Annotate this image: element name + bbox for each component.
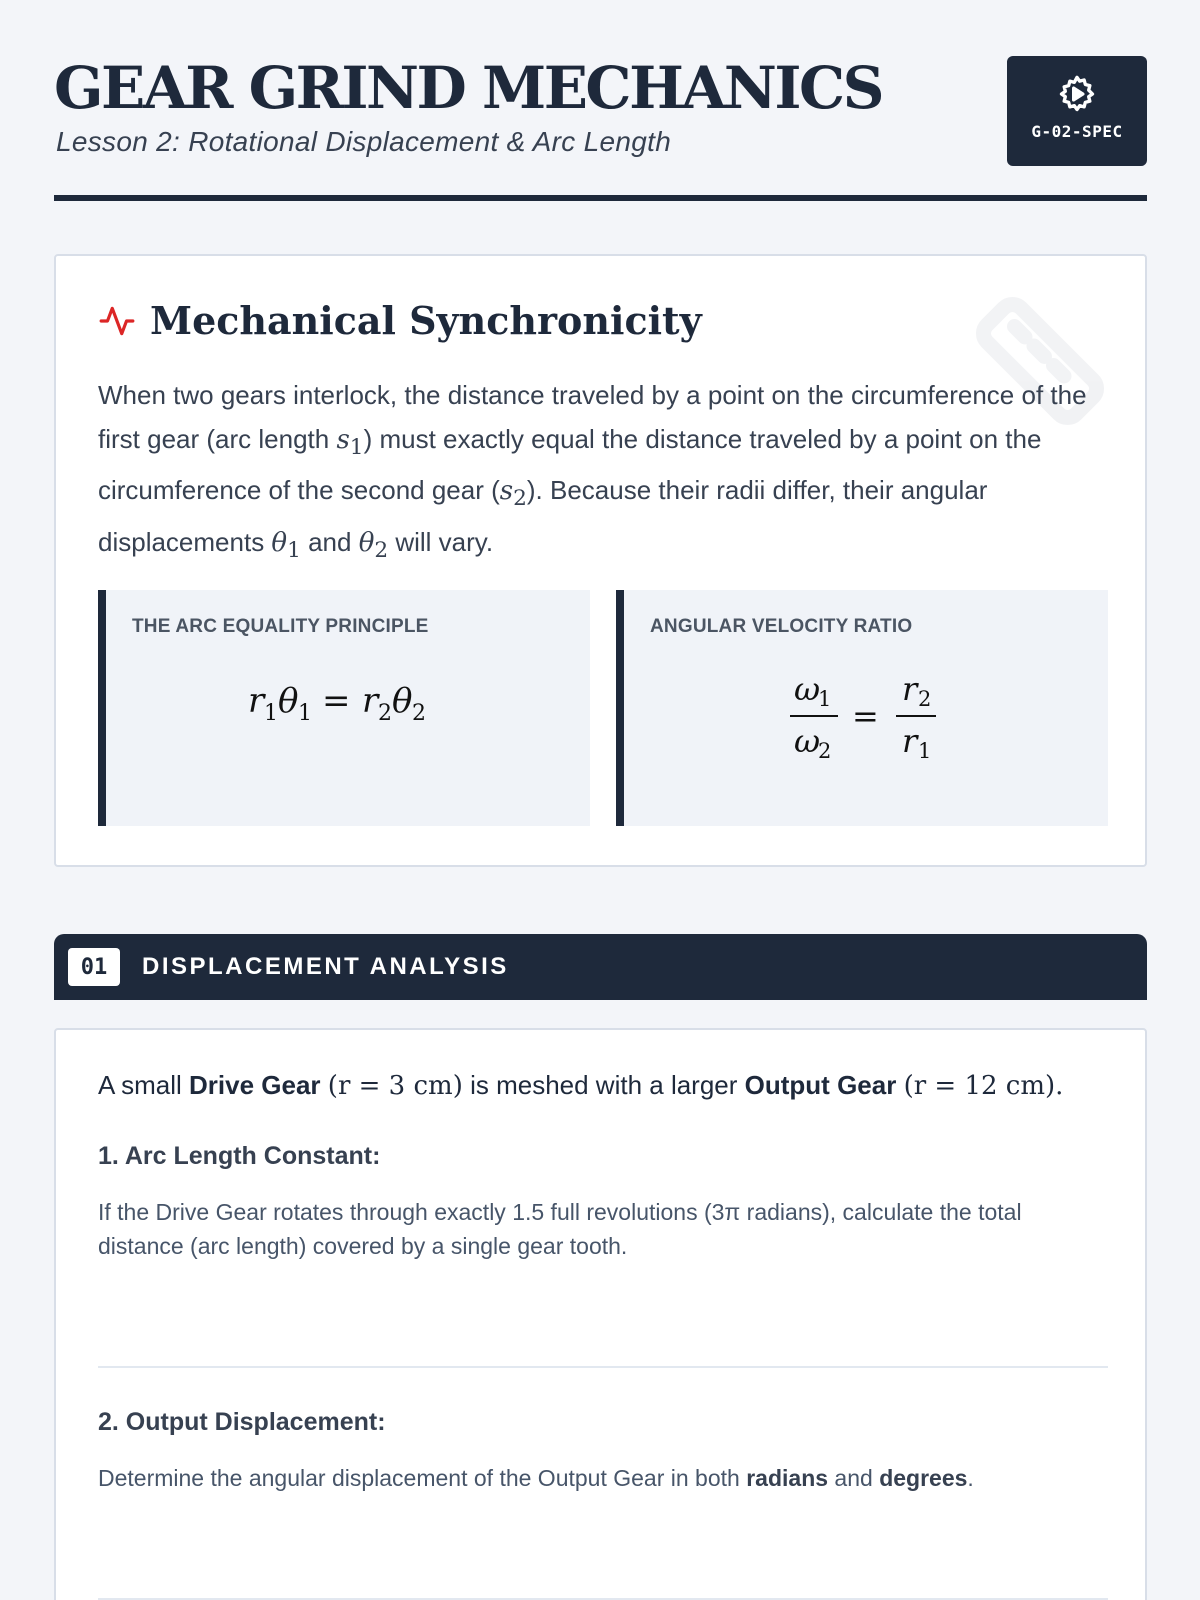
- svg-text:1: 1: [818, 687, 832, 711]
- velocity-ratio-label: ANGULAR VELOCITY RATIO: [650, 616, 913, 637]
- page-subtitle: Lesson 2: Rotational Displacement & Arc Length: [56, 126, 672, 157]
- page-header: [54, 56, 1147, 201]
- intro-paragraph: When two gears interlock, the distance traveled by a point on the circumference of the first gear (arc length $s_1$) must exactly equal the distance traveled by a point on the circumference of the second gear $(s_2)$. Because their radii differ, their angular displacements $\theta_1$ and $\theta_2$ will vary.: [98, 380, 1087, 564]
- section-number: 01: [68, 948, 120, 986]
- question-1: [98, 1142, 1108, 1263]
- svg-text:2: 2: [918, 687, 932, 711]
- pulse-icon: [98, 302, 136, 340]
- intro-heading: [98, 298, 702, 343]
- arc-equality-formula: [106, 676, 590, 735]
- svg-text:1: 1: [918, 739, 932, 763]
- arc-equality-box: [98, 590, 590, 826]
- section-header: [54, 934, 1147, 1000]
- svg-text:ω: ω: [794, 722, 821, 760]
- svg-text:2: 2: [412, 701, 426, 726]
- arc-equality-label: THE ARC EQUALITY PRINCIPLE: [132, 616, 429, 637]
- gear-icon: [1057, 74, 1097, 114]
- svg-text:2: 2: [378, 701, 392, 726]
- intro-heading-text: Mechanical Synchronicity: [150, 298, 702, 343]
- svg-text:θ: θ: [392, 681, 413, 721]
- problem-intro: A small Drive Gear (r = 3 cm) is meshed with a larger Output Gear (r = 12 cm).: [98, 1070, 1064, 1101]
- spec-code: G-02-SPEC: [1031, 122, 1123, 141]
- question-2-title: 2. Output Displacement:: [98, 1408, 386, 1436]
- svg-text:2: 2: [818, 739, 832, 763]
- question-2-text: Determine the angular displacement of the Output Gear in both radians and degrees.: [98, 1465, 974, 1491]
- question-1-text: If the Drive Gear rotates through exactly 1.5 full revolutions (3π radians), calculate the total distance (arc length) covered by a single gear tooth.: [98, 1199, 1022, 1259]
- svg-text:ω: ω: [794, 670, 821, 708]
- svg-text:r: r: [248, 681, 265, 721]
- svg-text:r: r: [902, 722, 918, 760]
- question-2: [98, 1408, 1108, 1495]
- section-title: DISPLACEMENT ANALYSIS: [142, 953, 509, 980]
- svg-text:=: =: [322, 681, 351, 721]
- intro-card: [54, 254, 1147, 867]
- svg-text:θ: θ: [278, 681, 299, 721]
- svg-text:1: 1: [264, 701, 278, 726]
- svg-text:=: =: [852, 697, 879, 735]
- svg-text:r: r: [362, 681, 379, 721]
- svg-text:1: 1: [298, 701, 312, 726]
- velocity-ratio-formula: [624, 664, 1108, 773]
- page-title: GEAR GRIND MECHANICS: [54, 54, 883, 122]
- velocity-ratio-box: [616, 590, 1108, 826]
- question-1-title: 1. Arc Length Constant:: [98, 1142, 381, 1170]
- spec-badge: [1007, 56, 1147, 166]
- problems-card: [54, 1028, 1147, 1600]
- answer-divider: [98, 1366, 1108, 1368]
- svg-text:r: r: [902, 670, 918, 708]
